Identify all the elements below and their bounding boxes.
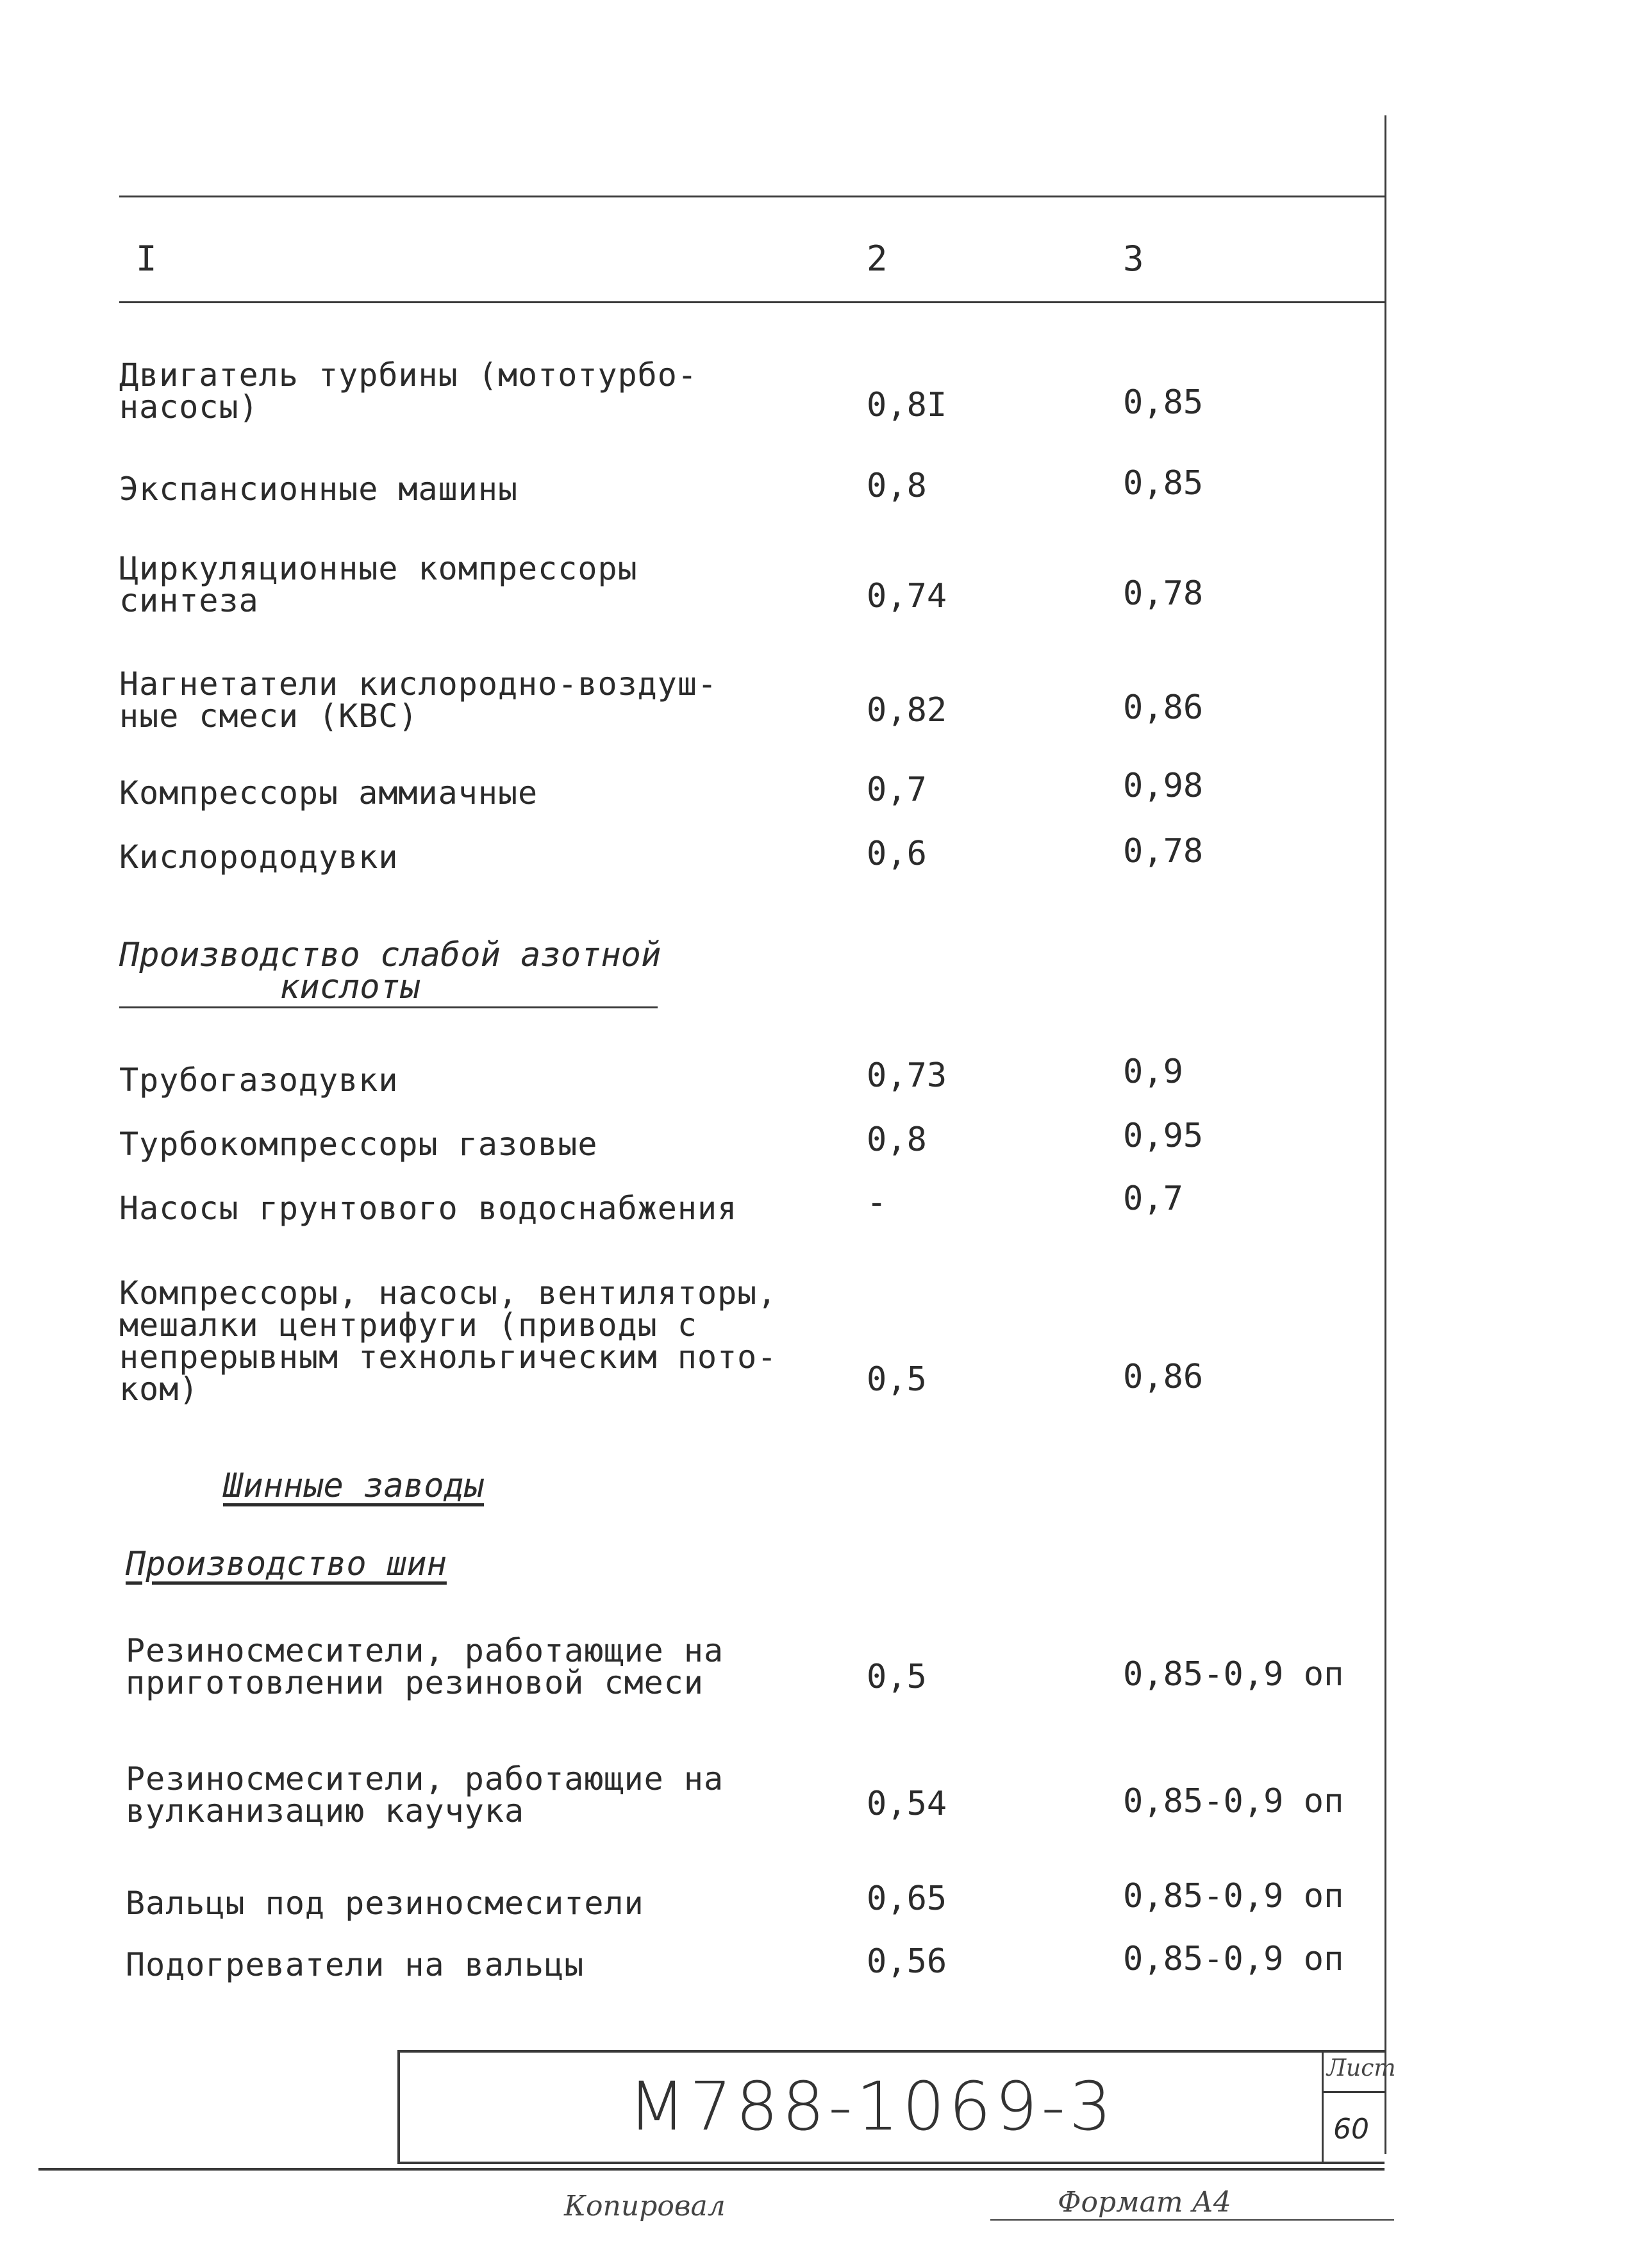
row-name: Компрессоры, насосы, вентиляторы, мешалки центрифуги (приводы с непрерывным технольгическим пото- ком) <box>119 1274 778 1408</box>
row-value-col2: 0,6 <box>867 835 927 873</box>
row-value-col2: 0,8 <box>867 1121 927 1159</box>
row-value-col3: 0,85-0,9 оп <box>1123 1782 1344 1821</box>
row-name: Вальцы под резиносмесители <box>126 1885 644 1922</box>
row-value-col2: 0,74 <box>867 577 947 615</box>
row-name: Экспансионные машины <box>119 471 519 508</box>
column-header-3: 3 <box>1123 238 1144 279</box>
row-value-col3: 0,78 <box>1123 574 1204 613</box>
row-name: Нагнетатели кислородно-воздуш- ные смеси (КВС) <box>119 665 718 735</box>
row-value-col3: 0,85 <box>1123 383 1204 422</box>
row-value-col2: 0,54 <box>867 1785 947 1823</box>
row-value-col3: 0,85-0,9 оп <box>1123 1655 1344 1694</box>
sheet-number: 60 <box>1333 2113 1369 2146</box>
row-name: Компрессоры аммиачные <box>119 774 538 812</box>
row-value-col2: 0,5 <box>867 1360 927 1399</box>
row-value-col2: 0,56 <box>867 1942 947 1981</box>
row-value-col3: 0,78 <box>1123 832 1204 871</box>
row-name: Подогреватели на вальцы <box>126 1946 585 1983</box>
row-value-col3: 0,86 <box>1123 688 1204 727</box>
section-title-nitric-acid-line2 <box>119 968 658 1008</box>
title-block-sheet-rule <box>1322 2091 1385 2093</box>
row-value-col3: 0,95 <box>1123 1117 1204 1155</box>
row-value-col2: 0,8 <box>867 467 927 505</box>
row-name: Турбокомпрессоры газовые <box>119 1126 598 1163</box>
section-line-2: кислоты <box>279 968 420 1006</box>
row-name: Резиносмесители, работающие на приготовлении резиновой смеси <box>126 1632 724 1701</box>
row-value-col3: 0,7 <box>1123 1180 1183 1218</box>
row-value-col3: 0,9 <box>1123 1053 1183 1091</box>
section-line-1: Производство слабой азотной <box>119 936 661 974</box>
right-margin-line <box>1385 115 1386 2154</box>
row-value-col3: 0,85 <box>1123 464 1204 503</box>
row-name: Циркуляционные компрессоры синтеза <box>119 550 638 619</box>
sheet-label: Лист <box>1327 2055 1396 2081</box>
row-name: Трубогазодувки <box>119 1062 399 1099</box>
row-value-col3: 0,85-0,9 оп <box>1123 1877 1344 1915</box>
footer-copied: Копировал <box>564 2190 726 2222</box>
section-title-tire-plants: Шинные заводы <box>223 1467 484 1505</box>
title-block-divider <box>1322 2050 1324 2164</box>
row-value-col2: 0,82 <box>867 691 947 730</box>
row-name: Кислорододувки <box>119 838 399 876</box>
row-value-col2: 0,8I <box>867 386 947 424</box>
row-value-col2: 0,73 <box>867 1056 947 1095</box>
column-header-2: 2 <box>867 238 888 279</box>
row-name: Резиносмесители, работающие на вулканизацию каучука <box>126 1760 724 1830</box>
table-top-rule <box>119 196 1385 197</box>
footer-format: Формат А4 <box>1058 2186 1231 2219</box>
bottom-rule <box>38 2168 1385 2171</box>
row-name: Двигатель турбины (мототурбо- насосы) <box>119 356 697 426</box>
row-value-col2: - <box>867 1183 887 1222</box>
table-header-rule <box>119 301 1385 303</box>
footer-format-underline <box>990 2219 1394 2221</box>
row-value-col3: 0,85-0,9 оп <box>1123 1940 1344 1978</box>
row-name: Насосы грунтового водоснабжения <box>119 1190 738 1227</box>
row-value-col2: 0,7 <box>867 771 927 809</box>
row-value-col2: 0,5 <box>867 1658 927 1696</box>
column-header-1: I <box>136 238 157 279</box>
row-value-col3: 0,86 <box>1123 1358 1204 1396</box>
row-value-col3: 0,98 <box>1123 767 1204 805</box>
section-title-tire-production: Производство шин <box>126 1545 447 1583</box>
document-code: М788-1069-3 <box>628 2067 1116 2146</box>
row-value-col2: 0,65 <box>867 1880 947 1918</box>
